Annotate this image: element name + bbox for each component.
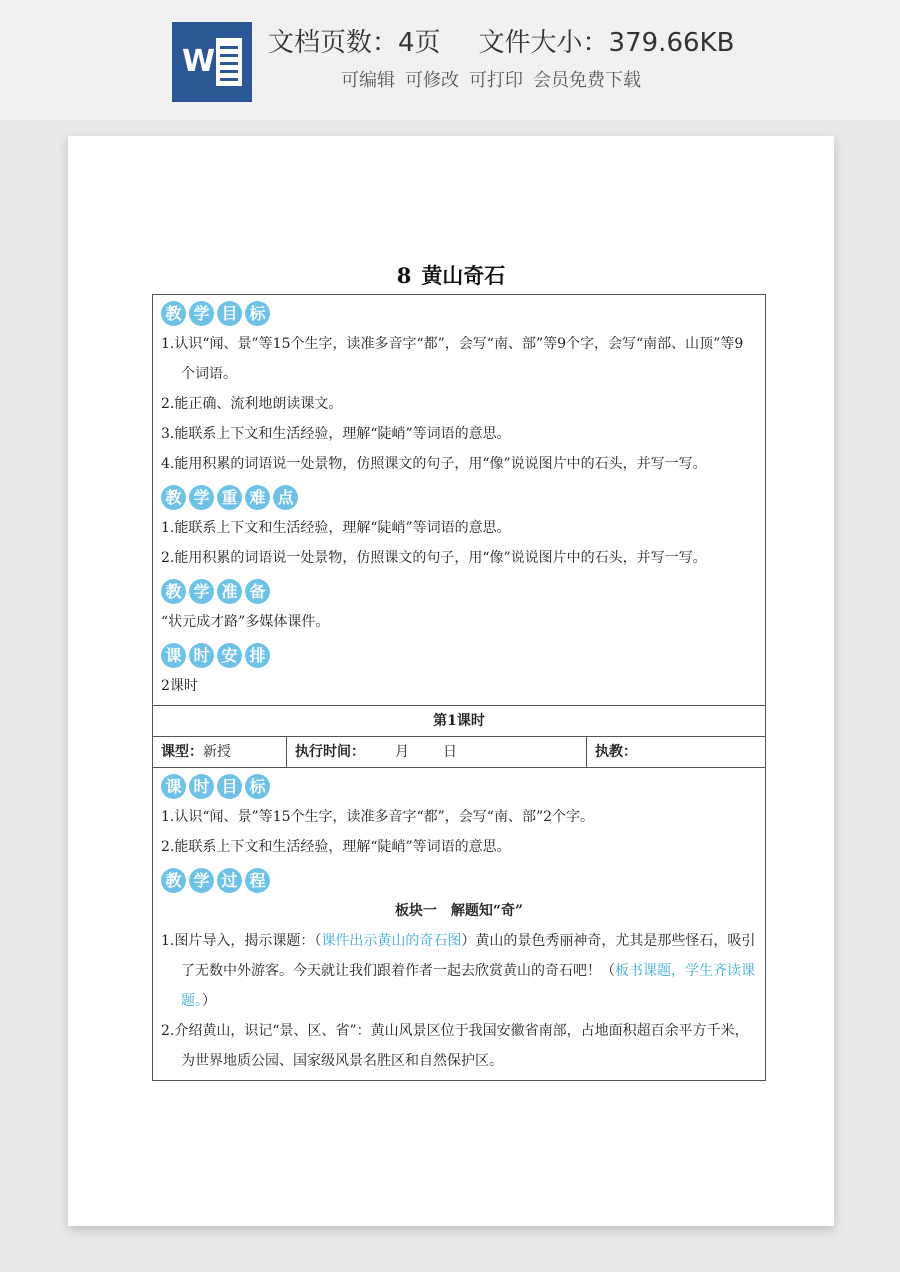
lesson-goal-item: 2.能联系上下文和生活经验，理解“陡峭”等词语的意思。 <box>161 839 511 855</box>
feature-printable: 可打印 <box>469 70 523 91</box>
preparation-text: “状元成才路”多媒体课件。 <box>161 614 330 630</box>
file-size: 文件大小：379.66KB <box>478 28 735 58</box>
schedule-text: 2课时 <box>161 678 198 694</box>
goal-item: 4.能用积累的词语说一处景物，仿照课文的句子，用“像”说说图片中的石头，并写一写。 <box>161 456 707 472</box>
page-count: 文档页数：4页 <box>268 28 441 58</box>
block-title: 板块一 解题知“奇” <box>394 903 524 919</box>
process-item: 1.图片导入，揭示课题：（课件出示黄山的奇石图）黄山的景色秀丽神奇，尤其是那些怪石，吸引了无数中外游客。今天就让我们跟着作者一起去欣赏黄山的奇石吧！（板书课题，学生齐读课题。） <box>161 933 756 1009</box>
goal-item: 1.认识“闻、景”等15个生字，读准多音字“都”，会写“南、部”等9个字，会写“南部、山顶”等9个词语。 <box>161 336 744 382</box>
word-logo-letter: W <box>182 44 216 79</box>
word-document-icon <box>172 22 252 102</box>
teacher-cell: 执教： <box>595 744 637 760</box>
lesson-type-cell: 课型：新授 <box>153 737 287 767</box>
feature-list <box>341 66 651 92</box>
feature-member-free: 会员免费下载 <box>533 70 641 91</box>
lesson-section <box>153 767 765 1080</box>
key-point-item: 1.能联系上下文和生活经验，理解“陡峭”等词语的意思。 <box>161 520 511 536</box>
lesson-plan-table <box>152 294 766 1081</box>
document-page <box>68 136 834 1226</box>
document-title: 8 黄山奇石 <box>396 263 506 288</box>
goals-heading: 教 学 目 标 <box>161 301 757 327</box>
download-header <box>0 0 900 120</box>
file-info <box>268 22 734 59</box>
lesson-info-row <box>153 736 765 767</box>
lesson-title: 第1课时 <box>153 705 765 736</box>
process-item: 2.介绍黄山，识记“景、区、省”：黄山风景区位于我国安徽省南部，占地面积超百余平方千米，为世界地质公园、国家级风景名胜区和自然保护区。 <box>161 1023 749 1069</box>
exec-time-cell: 执行时间： 月 日 <box>287 737 587 767</box>
process-heading: 教 学 过 程 <box>161 868 757 894</box>
overview-section <box>153 301 765 705</box>
key-point-item: 2.能用积累的词语说一处景物，仿照课文的句子，用“像”说说图片中的石头，并写一写。 <box>161 550 707 566</box>
feature-modifiable: 可修改 <box>405 70 459 91</box>
lesson-goal-item: 1.认识“闻、景”等15个生字，读准多音字“都”，会写“南、部”2个字。 <box>161 809 595 825</box>
feature-editable: 可编辑 <box>341 70 395 91</box>
schedule-heading: 课 时 安 排 <box>161 643 757 669</box>
preparation-heading: 教 学 准 备 <box>161 579 757 605</box>
lesson-goals-heading: 课 时 目 标 <box>161 774 757 800</box>
key-points-heading: 教 学 重 难 点 <box>161 485 757 511</box>
goal-item: 3.能联系上下文和生活经验，理解“陡峭”等词语的意思。 <box>161 426 511 442</box>
goal-item: 2.能正确、流利地朗读课文。 <box>161 396 343 412</box>
